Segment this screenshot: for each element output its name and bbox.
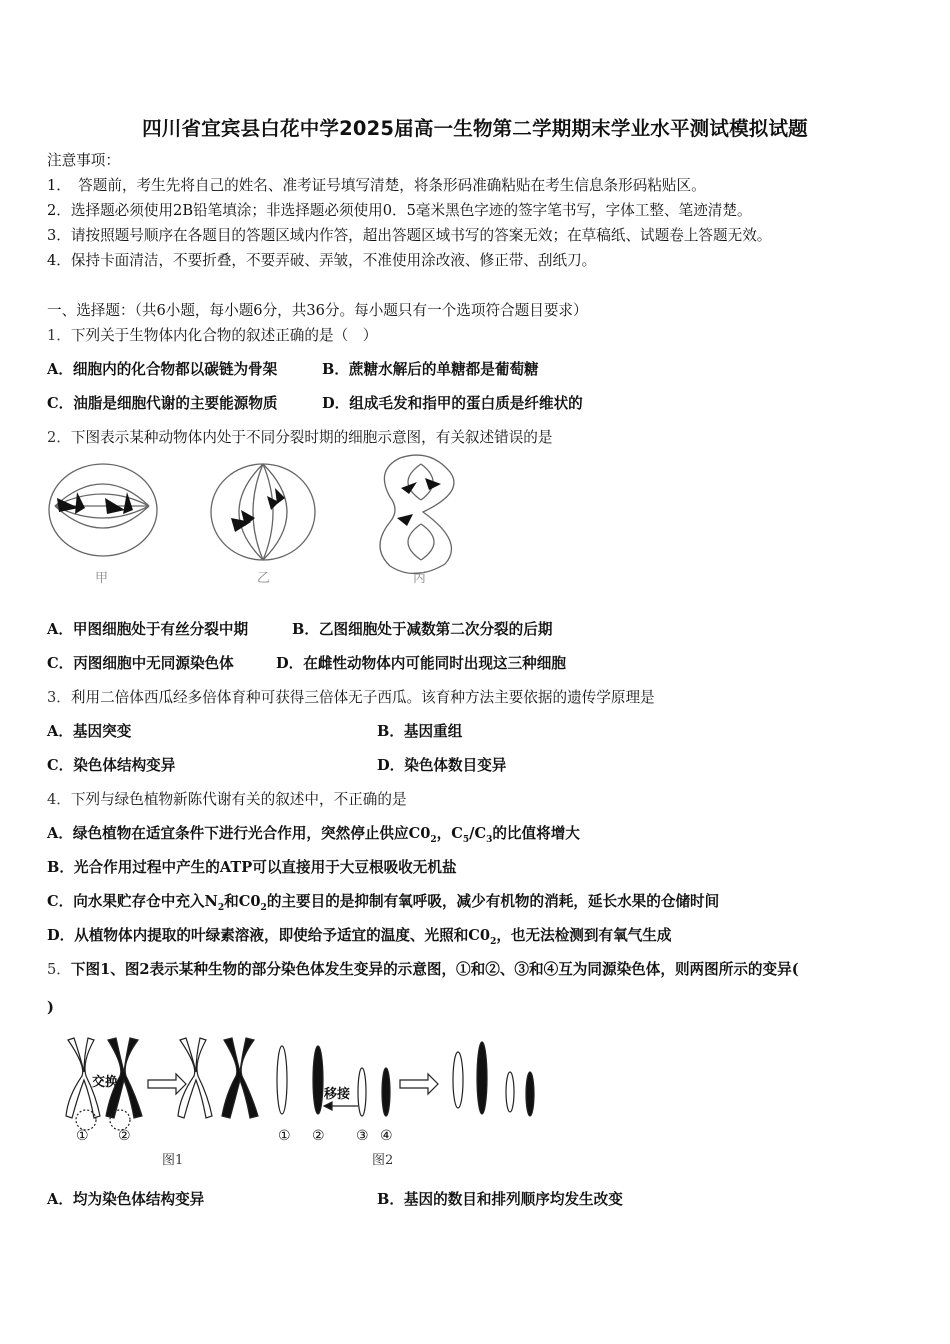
fig2-num-3: ③: [356, 1128, 369, 1144]
fig1-chromosome-1-after: [178, 1038, 212, 1118]
fig2-num-1: ①: [278, 1128, 291, 1144]
fig2-transfer-label: 移接: [324, 1087, 351, 1102]
question-3-number: 3．: [47, 689, 71, 706]
q4-a-part3: /C: [469, 825, 487, 842]
q5-option-b: B．基因的数目和排列顺序均发生改变: [377, 1191, 623, 1208]
q4-c-sub1: 2: [217, 902, 225, 913]
question-5-stem-end: ): [47, 999, 54, 1016]
q2-option-b: B．乙图细胞处于减数第二次分裂的后期: [292, 621, 553, 638]
q4-option-a: [47, 824, 580, 850]
q4-c-sub2: 2: [260, 902, 267, 913]
fig-label-yi: 乙: [257, 571, 271, 586]
q4-c-part1: C．向水果贮存仓中充入N: [47, 893, 218, 910]
q4-a-part1: A．绿色植物在适宜条件下进行光合作用，突然停止供应C0: [47, 825, 431, 842]
question-2-stem: 下图表示某种动物体内处于不同分裂时期的细胞示意图，有关叙述错误的是: [70, 429, 553, 446]
fig-label-jia: 甲: [95, 571, 109, 586]
question-5: [47, 960, 799, 980]
cell-division-figure: [45, 452, 475, 594]
question-5-stem: 下图1、图2表示某种生物的部分染色体发生变异的示意图，①和②、③和④互为同源染色体，则两图所示的变异(: [70, 961, 799, 978]
notice-item-1: 1． 答题前，考生先将自己的姓名、准考证号填写清楚，将条形码准确粘贴在考生信息条形码粘贴区。: [47, 177, 706, 194]
fig1-caption: 图1: [162, 1153, 184, 1168]
q1-option-a: A．细胞内的化合物都以碳链为骨架: [47, 361, 278, 378]
question-2-number: 2．: [47, 429, 71, 446]
fig1-chromosome-2-after: [222, 1038, 258, 1118]
q2-option-c: C．丙图细胞中无同源染色体: [47, 655, 234, 672]
q4-a-part2: ，C: [436, 825, 463, 842]
fig1-exchange-label: 交换: [92, 1075, 119, 1090]
question-5-number: 5．: [47, 961, 71, 978]
q1-option-c: C．油脂是细胞代谢的主要能源物质: [47, 395, 278, 412]
fig1-num-1: ①: [76, 1128, 89, 1144]
fig2-chromosome-3: [358, 1068, 366, 1116]
question-1-stem: 下列关于生物体内化合物的叙述正确的是（ ）: [70, 327, 378, 344]
chromosome-variation-figure: [58, 1036, 548, 1174]
question-4-number: 4．: [47, 791, 71, 808]
q4-a-sub2: 5: [462, 834, 470, 845]
q4-a-sub1: 2: [430, 834, 437, 845]
fig-label-bing: 丙: [413, 571, 427, 586]
fig2-chromosome-1: [277, 1046, 287, 1114]
q2-option-a: A．甲图细胞处于有丝分裂中期: [47, 621, 249, 638]
q4-d-part2: ，也无法检测到有氧气生成: [496, 927, 672, 944]
cell-yi: [211, 464, 315, 560]
fig1-num-2: ②: [118, 1128, 131, 1144]
question-4-stem: 下列与绿色植物新陈代谢有关的叙述中，不正确的是: [70, 791, 407, 808]
q1-option-b: B．蔗糖水解后的单糖都是葡萄糖: [322, 361, 539, 378]
notice-item-3: 3．请按照题号顺序在各题目的答题区域内作答，超出答题区域书写的答案无效；在草稿纸、试题卷上答题无效。: [47, 227, 772, 244]
question-3-stem: 利用二倍体西瓜经多倍体育种可获得三倍体无子西瓜。该育种方法主要依据的遗传学原理是: [70, 689, 655, 706]
q4-d-sub1: 2: [490, 936, 497, 947]
q3-option-c: C．染色体结构变异: [47, 757, 176, 774]
question-4: [47, 790, 407, 810]
q4-option-d: [47, 926, 671, 952]
question-3: [47, 688, 655, 708]
question-1: [47, 326, 377, 346]
page-title: 四川省宜宾县白花中学2025届高一生物第二学期期末学业水平测试模拟试题: [142, 117, 808, 140]
fig2-num-4: ④: [380, 1128, 393, 1144]
cell-bing: [380, 455, 454, 573]
q3-option-a: A．基因突变: [47, 723, 132, 740]
q4-a-sub3: 3: [486, 834, 493, 845]
q4-a-part4: 的比值将增大: [492, 825, 580, 842]
notice-heading: 注意事项：: [47, 152, 120, 169]
section-heading: 一、选择题：（共6小题，每小题6分，共36分。每小题只有一个选项符合题目要求）: [47, 302, 588, 319]
q1-option-d: D．组成毛发和指甲的蛋白质是纤维状的: [322, 395, 583, 412]
q2-option-d: D．在雌性动物体内可能同时出现这三种细胞: [276, 655, 566, 672]
q4-c-part3: 的主要目的是抑制有氧呼吸，减少有机物的消耗，延长水果的仓储时间: [266, 893, 720, 910]
question-2: [47, 428, 553, 448]
q4-option-c: [47, 892, 719, 918]
q4-d-part1: D．从植物体内提取的叶绿素溶液，即使给予适宜的温度、光照和C0: [47, 927, 491, 944]
fig2-num-2: ②: [312, 1128, 325, 1144]
q3-option-b: B．基因重组: [377, 723, 463, 740]
q3-option-d: D．染色体数目变异: [377, 757, 507, 774]
q4-option-b: B．光合作用过程中产生的ATP可以直接用于大豆根吸收无机盐: [47, 859, 457, 876]
notice-item-2: 2．选择题必须使用2B铅笔填涂；非选择题必须使用0．5毫米黑色字迹的签字笔书写，字体工整、笔迹清楚。: [47, 202, 752, 219]
q5-option-a: A．均为染色体结构变异: [47, 1191, 205, 1208]
question-1-number: 1．: [47, 327, 71, 344]
notice-item-4: 4．保持卡面清洁，不要折叠，不要弄破、弄皱，不准使用涂改液、修正带、刮纸刀。: [47, 252, 597, 269]
q4-c-part2: 和C0: [224, 893, 261, 910]
fig2-chromosome-2: [313, 1046, 323, 1114]
fig2-chromosome-4: [382, 1068, 390, 1116]
fig2-caption: 图2: [372, 1153, 394, 1168]
